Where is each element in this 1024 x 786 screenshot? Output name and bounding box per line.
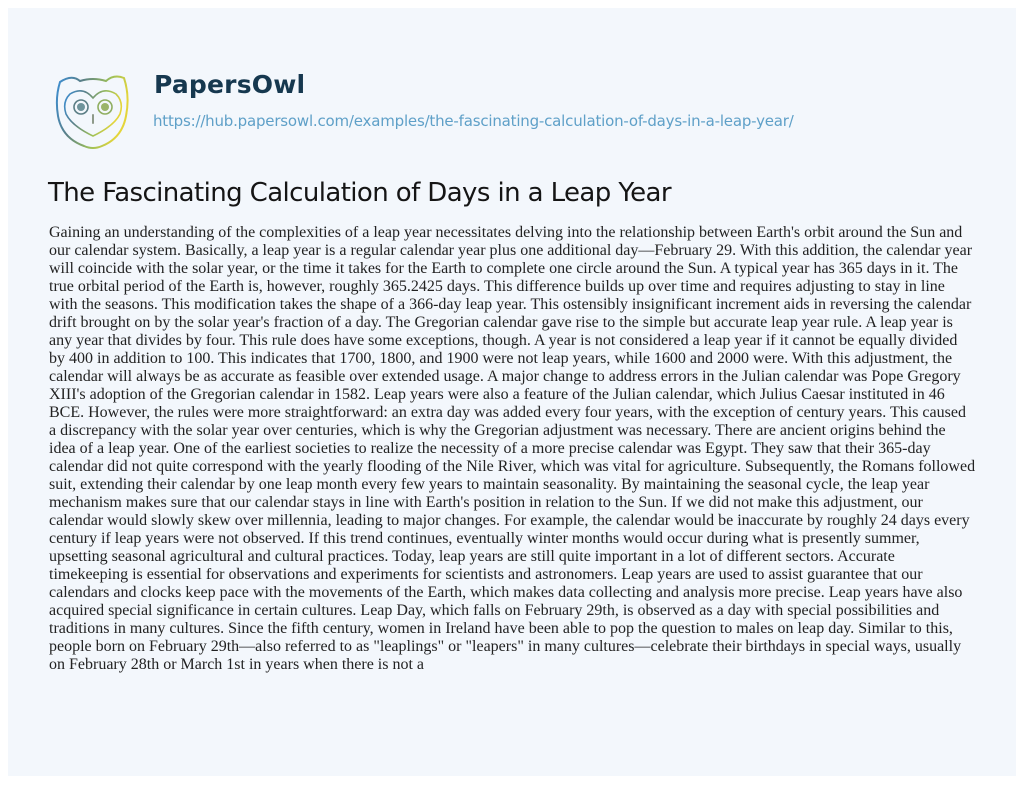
body-line: suit, extending their calendar by one leap month every few years to maintain seasonality. By maintaining the seasonal cycle, the leap year xyxy=(49,476,930,493)
body-line: any year that divides by four. This rule does have some exceptions, though. A year is not considered a leap year if it cannot be equally divided xyxy=(49,332,958,349)
body-line: with the seasons. This modification takes the shape of a 366-day leap year. This ostensibly insignificant increment aids in reversing the calendar xyxy=(49,296,972,313)
body-line: on February 28th or March 1st in years when there is not a xyxy=(49,656,425,673)
article-url-link[interactable]: https://hub.papersowl.com/examples/the-fascinating-calculation-of-days-in-a-leap-year/ xyxy=(153,112,794,130)
body-line: a discrepancy with the solar year over centuries, which is why the Gregorian adjustment was necessary. There are ancient origins behind the xyxy=(49,422,946,439)
body-line: calendar did not quite correspond with the yearly flooding of the Nile River, which was vital for agriculture. Subsequently, the Romans followed xyxy=(49,458,976,475)
body-line: true orbital period of the Earth is, however, roughly 365.2425 days. This difference builds up over time and requires adjusting to stay in line xyxy=(49,278,945,295)
body-line: calendar would slowly skew over millennia, leading to major changes. For example, the calendar would be inaccurate by roughly 24 days every xyxy=(49,512,970,529)
body-line: people born on February 29th—also referred to as "leaplings" or "leapers" in many cultures—celebrate their birthdays in special ways, usually xyxy=(49,638,962,655)
owl-logo-icon xyxy=(50,68,136,154)
body-line: traditions in many cultures. Since the fifth century, women in Ireland have been able to pop the question to males on leap day. Similar to this, xyxy=(49,620,953,637)
body-line: BCE. However, the rules were more straightforward: an extra day was added every four years, with the exception of century years. This caused xyxy=(49,404,966,421)
body-line: century if leap years were not observed. If this trend continues, eventually winter months would occur during what is presently summer, xyxy=(49,530,920,547)
site-header xyxy=(8,8,1016,158)
article-body xyxy=(49,224,1009,674)
body-line: by 400 in addition to 100. This indicates that 1700, 1800, and 1900 were not leap years, while 1600 and 2000 were. With this adjustment, the xyxy=(49,350,953,367)
body-line: XIII's adoption of the Gregorian calendar in 1582. Leap years were also a feature of the Julian calendar, which Julius Caesar instituted in 46 xyxy=(49,386,945,403)
page-card xyxy=(8,8,1016,776)
body-line: acquired special significance in certain cultures. Leap Day, which falls on February 29th, is observed as a day with special possibilities and xyxy=(49,602,940,619)
body-line: Gaining an understanding of the complexities of a leap year necessitates delving into the relationship between Earth's orbit around the Sun and xyxy=(49,224,963,241)
body-line: mechanism makes sure that our calendar stays in line with Earth's position in relation to the Sun. If we did not make this adjustment, our xyxy=(49,494,923,511)
body-line: idea of a leap year. One of the earliest societies to realize the necessity of a more precise calendar was Egypt. They saw that their 365-day xyxy=(49,440,931,457)
body-line: upsetting seasonal agricultural and cultural practices. Today, leap years are still quite important in a lot of different sectors. Accurate xyxy=(49,548,895,565)
body-line: our calendar system. Basically, a leap year is a regular calendar year plus one additional day—February 29. With this addition, the calendar year xyxy=(49,242,973,259)
body-line: timekeeping is essential for observations and experiments for scientists and astronomers. Leap years are used to assist guarantee that our xyxy=(49,566,923,583)
article-title: The Fascinating Calculation of Days in a Leap Year xyxy=(48,178,671,208)
brand-name[interactable]: PapersOwl xyxy=(154,70,306,99)
body-line: calendars and clocks keep pace with the movements of the Earth, which makes data collecting and analysis more precise. Leap years have also xyxy=(49,584,963,601)
body-line: calendar will always be as accurate as feasible over extended usage. A major change to address errors in the Julian calendar was Pope Gregory xyxy=(49,368,961,385)
body-line: will coincide with the solar year, or the time it takes for the Earth to complete one circle around the Sun. A typical year has 365 days in it. The xyxy=(49,260,959,277)
body-line: drift brought on by the solar year's fraction of a day. The Gregorian calendar gave rise to the simple but accurate leap year rule. A leap year is xyxy=(49,314,953,331)
